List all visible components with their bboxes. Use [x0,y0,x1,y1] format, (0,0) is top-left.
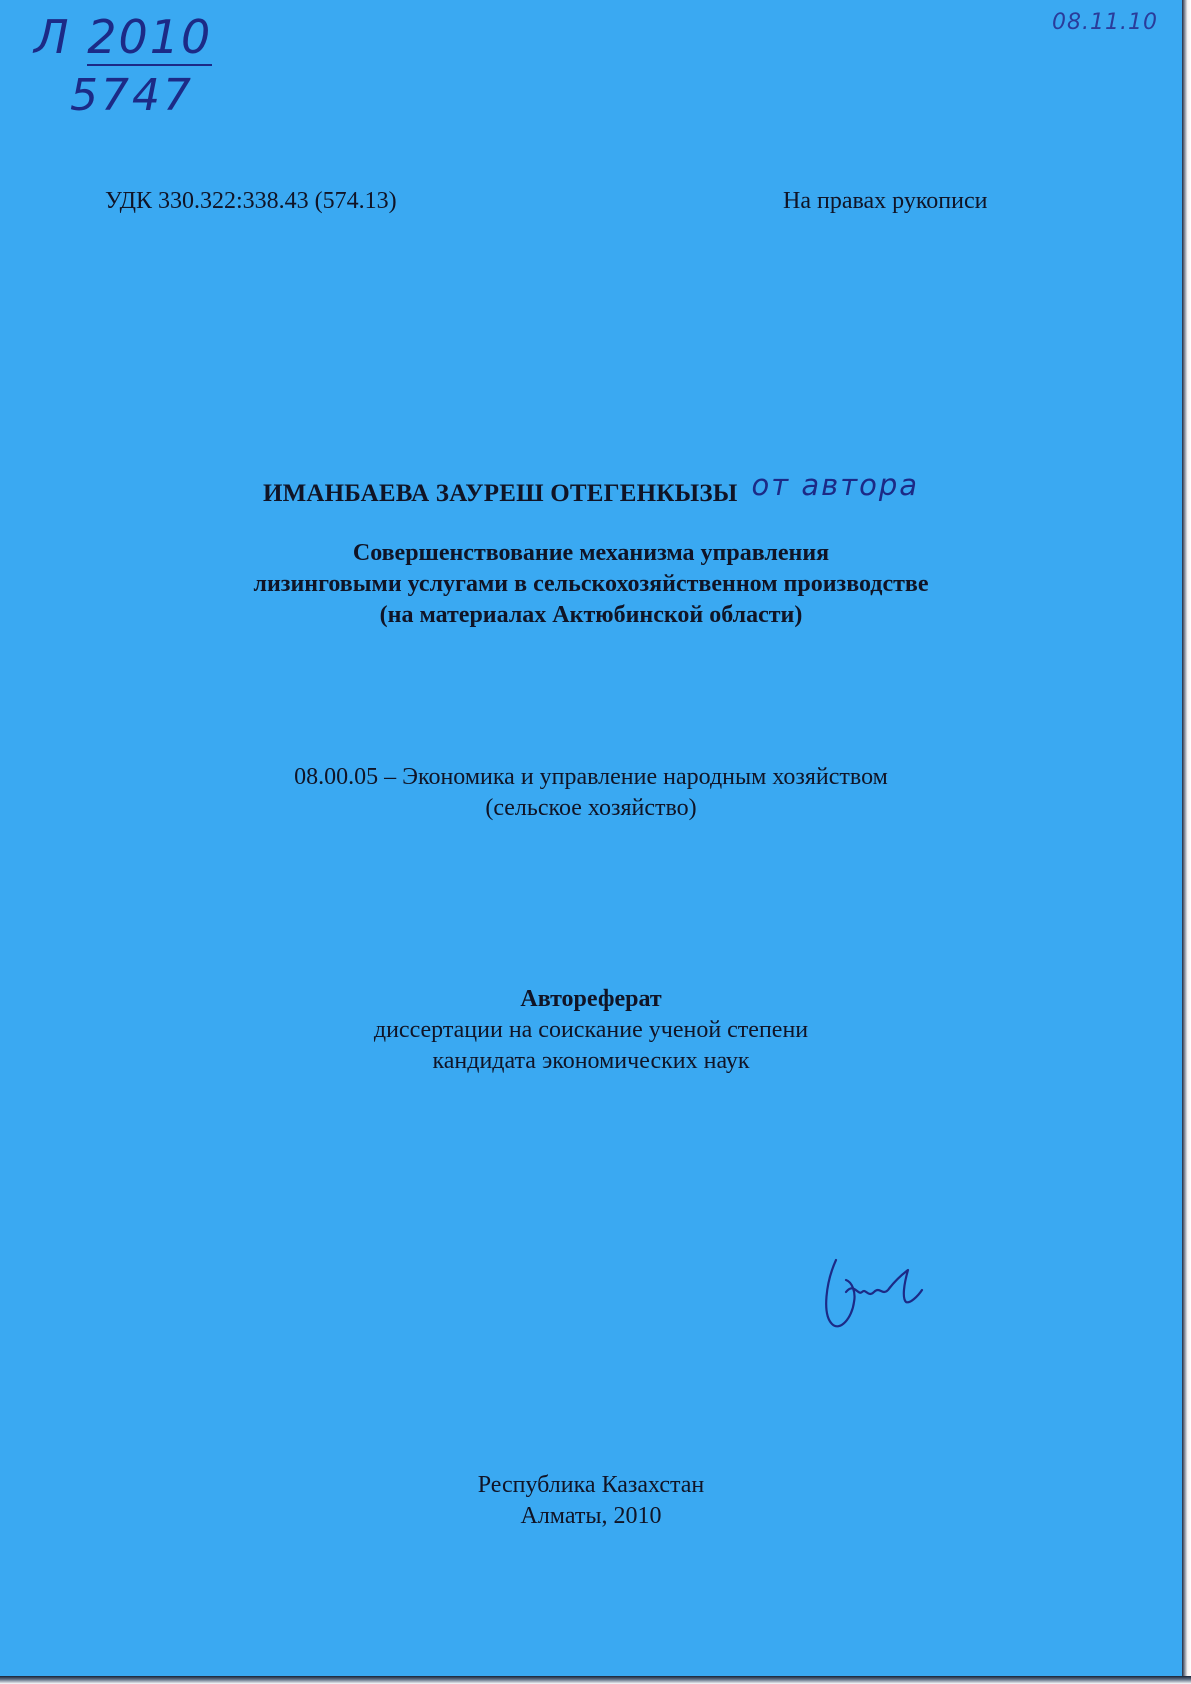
library-code-handwritten [34,10,213,64]
country: Республика Казахстан [477,1472,705,1498]
title-line: Совершенствование механизма управления [352,540,830,566]
accession-number-handwritten: 5747 [70,70,194,121]
author-line [0,468,1182,509]
abstract-line: диссертации на соискание ученой степени [373,1017,809,1043]
abstract-heading: Автореферат [520,986,662,1012]
specialty-block [0,762,1182,824]
rights-notice: На правах рукописи [783,188,988,214]
received-date-handwritten: 08.11.10 [1052,10,1158,35]
city-year: Алматы, 2010 [520,1503,662,1529]
abstract-line: кандидата экономических наук [432,1048,750,1074]
udk-code: УДК 330.322:338.43 (574.13) [105,188,397,214]
scan-edge-bottom [0,1676,1191,1684]
abstract-block [0,984,1182,1077]
dissertation-title [0,538,1182,631]
library-prefix: Л [34,10,71,64]
library-year: 2010 [87,10,213,64]
specialty-code-line: 08.00.05 – Экономика и управление народным хозяйством [294,764,888,790]
title-line: лизинговыми услугами в сельскохозяйственном производстве [253,571,929,597]
title-line: (на материалах Актюбинской области) [379,602,803,628]
scan-edge-right [1182,0,1191,1684]
author-name: ИМАНБАЕВА ЗАУРЕШ ОТЕГЕНКЫЗЫ [262,480,738,507]
author-note-handwritten: от автора [751,468,920,502]
specialty-branch-line: (сельское хозяйство) [485,795,697,821]
signature [818,1252,928,1332]
place-block [0,1470,1182,1532]
